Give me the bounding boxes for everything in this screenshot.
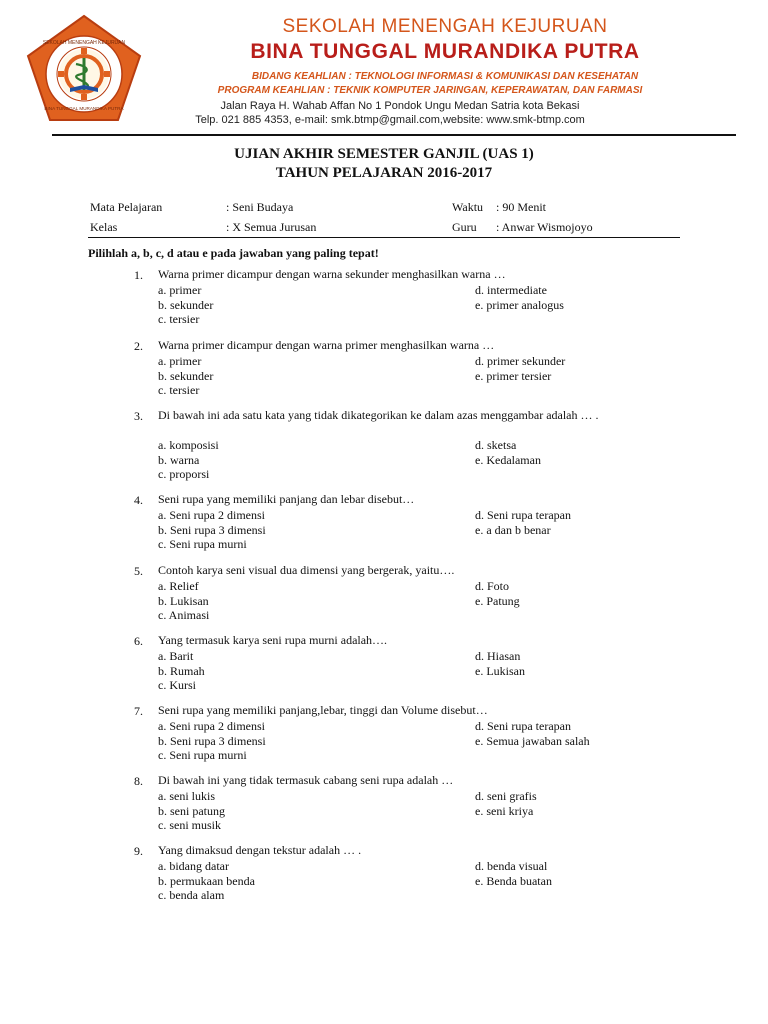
letterhead [0, 0, 768, 140]
question-number: 3. [134, 409, 143, 423]
school-name: BINA TUNGGAL MURANDIKA PUTRA [250, 40, 640, 63]
school-contact: Telp. 021 885 4353, e-mail: smk.btmp@gmail.com,website: www.smk-btmp.com [195, 114, 585, 126]
option-c: c. benda alam [158, 888, 225, 902]
option-c: c. tersier [158, 383, 200, 397]
teacher-value: : Anwar Wismojoyo [496, 220, 593, 234]
time-value: : 90 Menit [496, 200, 546, 214]
option-d: d. Seni rupa terapan [475, 508, 571, 522]
option-d: d. seni grafis [475, 789, 537, 803]
time-label: Waktu [452, 200, 484, 214]
teacher-label: Guru [452, 220, 477, 234]
option-e: e. seni kriya [475, 803, 534, 818]
option-e: e. Lukisan [475, 663, 525, 678]
option-a: a. Barit [158, 649, 194, 663]
exam-title: UJIAN AKHIR SEMESTER GANJIL (UAS 1) [234, 146, 534, 162]
question-text: Warna primer dicampur dengan warna sekunder menghasilkan warna … [158, 267, 506, 281]
option-a: a. primer [158, 354, 202, 368]
instruction: Pilihlah a, b, c, d atau e pada jawaban yang paling tepat! [88, 246, 379, 260]
meta-divider [88, 237, 680, 238]
question-number: 7. [134, 704, 143, 718]
class-value: : X Semua Jurusan [226, 220, 317, 234]
option-b: b. permukaan benda [158, 873, 255, 888]
question-number: 4. [134, 493, 143, 507]
question-number: 5. [134, 564, 143, 578]
question-number: 9. [134, 844, 143, 858]
option-c: c. tersier [158, 312, 200, 326]
question-text: Seni rupa yang memiliki panjang dan lebar disebut… [158, 492, 415, 506]
question-text: Yang termasuk karya seni rupa murni adalah…. [158, 633, 388, 647]
question-number: 1. [134, 268, 143, 282]
subject-value: : Seni Budaya [226, 200, 294, 214]
question-text: Warna primer dicampur dengan warna primer menghasilkan warna … [158, 338, 495, 352]
school-type: SEKOLAH MENENGAH KEJURUAN [282, 16, 608, 37]
option-c: c. Kursi [158, 678, 196, 692]
option-e: e. primer tersier [475, 368, 552, 383]
option-b: b. warna [158, 452, 200, 467]
option-d: d. Seni rupa terapan [475, 719, 571, 733]
option-a: a. Relief [158, 579, 199, 593]
option-e: e. primer analogus [475, 297, 564, 312]
option-b: b. sekunder [158, 297, 214, 312]
option-a: a. bidang datar [158, 859, 229, 873]
option-e: e. Semua jawaban salah [475, 733, 590, 748]
question-text: Seni rupa yang memiliki panjang,lebar, tinggi dan Volume disebut… [158, 703, 488, 717]
option-e: e. a dan b benar [475, 522, 551, 537]
class-label: Kelas [90, 220, 118, 234]
option-d: d. Foto [475, 579, 510, 593]
option-a: a. komposisi [158, 438, 219, 452]
question-number: 6. [134, 634, 143, 648]
option-a: a. seni lukis [158, 789, 215, 803]
option-a: a. primer [158, 283, 202, 297]
option-b: b. Rumah [158, 663, 205, 678]
question-number: 8. [134, 774, 143, 788]
question-text: Contoh karya seni visual dua dimensi yang bergerak, yaitu…. [158, 563, 455, 577]
subject-label: Mata Pelajaran [90, 200, 163, 214]
option-a: a. Seni rupa 2 dimensi [158, 719, 265, 733]
option-e: e. Benda buatan [475, 873, 552, 888]
option-b: b. seni patung [158, 803, 225, 818]
option-c: c. proporsi [158, 467, 210, 481]
option-c: c. seni musik [158, 818, 221, 832]
school-field: BIDANG KEAHLIAN : TEKNOLOGI INFORMASI & KOMUNIKASI DAN KESEHATAN [251, 71, 639, 82]
option-b: b. Lukisan [158, 593, 209, 608]
svg-text:BINA TUNGGAL MURANDIKA PUTRA: BINA TUNGGAL MURANDIKA PUTRA [44, 106, 124, 111]
option-c: c. Seni rupa murni [158, 748, 247, 762]
question-text: Di bawah ini yang tidak termasuk cabang seni rupa adalah … [158, 773, 454, 787]
option-a: a. Seni rupa 2 dimensi [158, 508, 265, 522]
option-d: d. intermediate [475, 283, 547, 297]
option-c: c. Seni rupa murni [158, 537, 247, 551]
option-e: e. Kedalaman [475, 452, 541, 467]
option-b: b. sekunder [158, 368, 214, 383]
option-d: d. primer sekunder [475, 354, 566, 368]
letterhead-divider [52, 134, 736, 136]
question-number: 2. [134, 339, 143, 353]
question-text: Yang dimaksud dengan tekstur adalah … . [158, 843, 362, 857]
school-logo-icon [26, 14, 142, 124]
question-text: Di bawah ini ada satu kata yang tidak dikategorikan ke dalam azas menggambar adalah … . [158, 408, 599, 422]
option-c: c. Animasi [158, 608, 210, 622]
school-program: PROGRAM KEAHLIAN : TEKNIK KOMPUTER JARINGAN, KEPERAWATAN, DAN FARMASI [217, 85, 643, 96]
svg-text:SEKOLAH MENENGAH KEJURUAN: SEKOLAH MENENGAH KEJURUAN [42, 40, 126, 46]
option-b: b. Seni rupa 3 dimensi [158, 733, 266, 748]
option-d: d. sketsa [475, 438, 517, 452]
option-d: d. benda visual [475, 859, 548, 873]
option-e: e. Patung [475, 593, 520, 608]
exam-year: TAHUN PELAJARAN 2016-2017 [275, 165, 493, 181]
option-b: b. Seni rupa 3 dimensi [158, 522, 266, 537]
school-address: Jalan Raya H. Wahab Affan No 1 Pondok Ungu Medan Satria kota Bekasi [220, 100, 580, 112]
option-d: d. Hiasan [475, 649, 521, 663]
